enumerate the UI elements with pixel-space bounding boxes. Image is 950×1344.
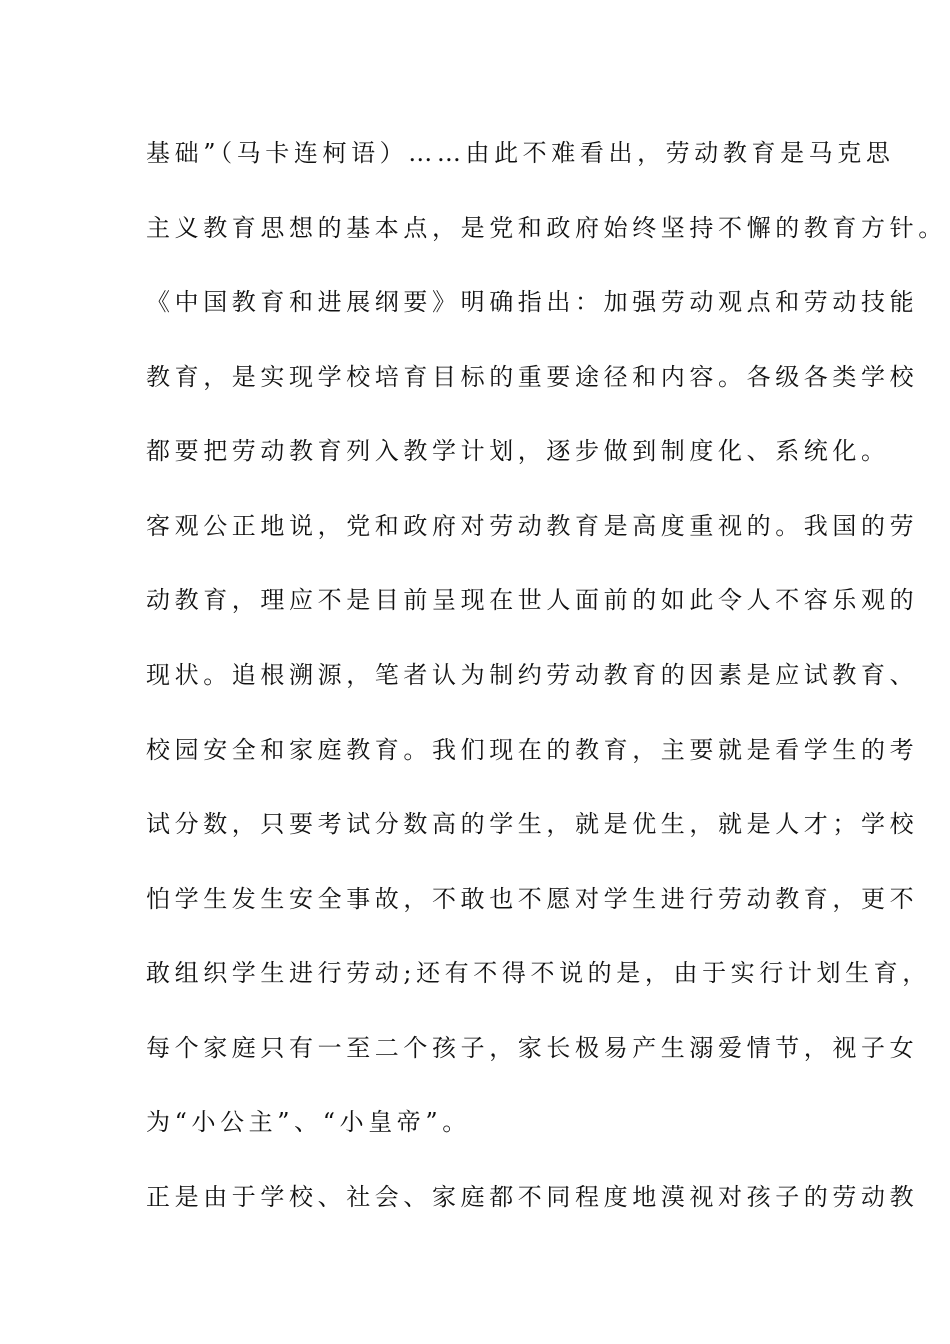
text-line-3: 《中国教育和进展纲要》明确指出：加强劳动观点和劳动技能 bbox=[146, 288, 919, 316]
text-line-9: 校园安全和家庭教育。我们现在的教育，主要就是看学生的考 bbox=[146, 736, 919, 764]
text-line-8: 现状。追根溯源，笔者认为制约劳动教育的因素是应试教育、 bbox=[146, 661, 919, 689]
text-line-7: 动教育，理应不是目前呈现在世人面前的如此令人不容乐观的 bbox=[146, 586, 919, 614]
text-line-14: 为“小公主”、“小皇帝”。 bbox=[146, 1108, 471, 1136]
text-line-4: 教育，是实现学校培育目标的重要途径和内容。各级各类学校 bbox=[146, 363, 919, 391]
text-line-6: 客观公正地说，党和政府对劳动教育是高度重视的。我国的劳 bbox=[146, 512, 919, 540]
text-line-10: 试分数，只要考试分数高的学生，就是优生，就是人才；学校 bbox=[146, 810, 919, 838]
text-line-13: 每个家庭只有一至二个孩子，家长极易产生溺爱情节，视子女 bbox=[146, 1034, 919, 1062]
text-line-12: 敢组织学生进行劳动;还有不得不说的是，由于实行计划生育， bbox=[146, 959, 931, 987]
text-line-15: 正是由于学校、社会、家庭都不同程度地漠视对孩子的劳动教 bbox=[146, 1183, 919, 1211]
text-line-11: 怕学生发生安全事故，不敢也不愿对学生进行劳动教育，更不 bbox=[146, 885, 919, 913]
text-line-5: 都要把劳动教育列入教学计划，逐步做到制度化、系统化。 bbox=[146, 437, 890, 465]
text-line-2: 主义教育思想的基本点，是党和政府始终坚持不懈的教育方针。 bbox=[146, 214, 947, 242]
text-line-1: 基础”（马卡连柯语）……由此不难看出，劳动教育是马克思 bbox=[146, 139, 895, 167]
